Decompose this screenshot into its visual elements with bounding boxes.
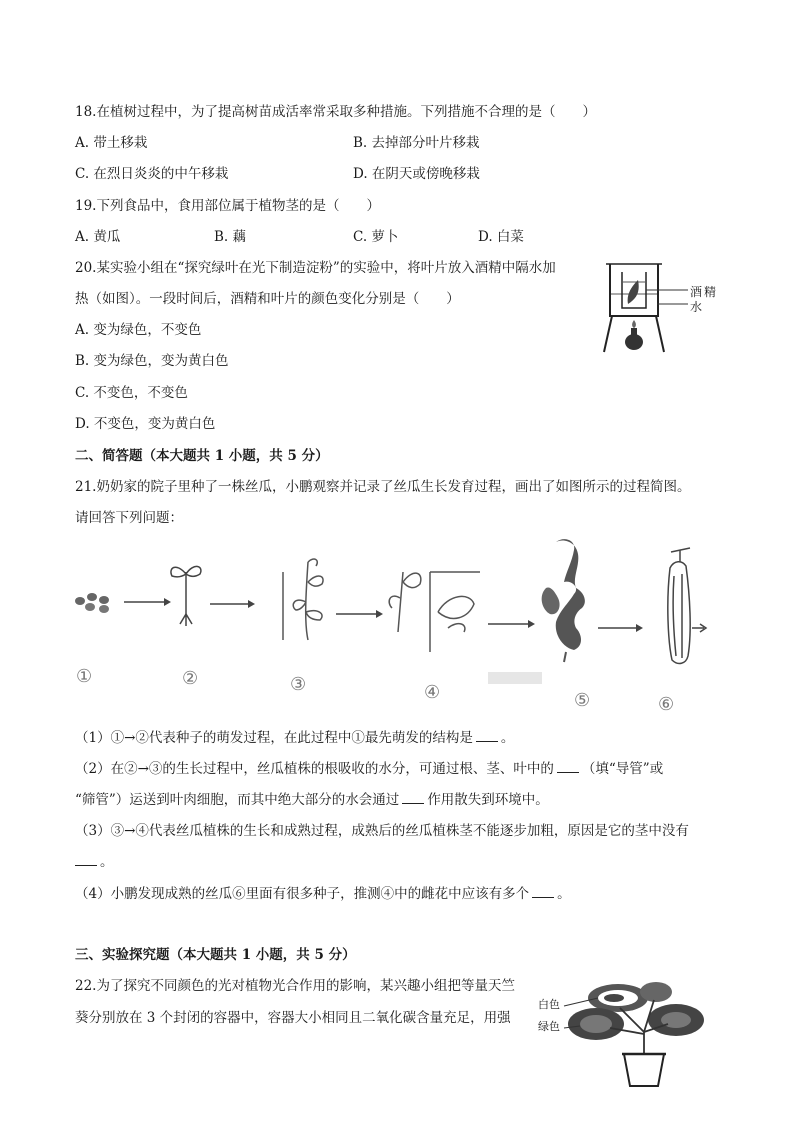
water-bath-figure: [598, 258, 728, 358]
q21-sub4-end: 。: [557, 886, 571, 902]
q22-stem-line2: 葵分别放在 3 个封闭的容器中，容器大小相同且二氧化碳含量充足，用强: [75, 1010, 511, 1026]
q18-option-a: A. 带土移栽: [75, 135, 148, 151]
q19-option-c: C. 萝卜: [353, 229, 399, 245]
q19-stem: 19.下列食品中，食用部位属于植物茎的是（ ）: [75, 198, 380, 214]
q21-sub1-text: （1）①→②代表种子的萌发过程，在此过程中①最先萌发的结构是: [75, 730, 473, 746]
figure-label-5: ⑤: [574, 690, 591, 711]
q21-sub2-line2-text: “筛管”）运送到叶肉细胞，而其中绝大部分的水会通过: [75, 792, 400, 808]
answer-blank[interactable]: [402, 791, 424, 804]
seeds-drawing: [75, 593, 109, 613]
answer-blank[interactable]: [476, 729, 498, 742]
figure-label-3: ③: [290, 674, 307, 695]
white-label: 白色: [538, 998, 560, 1011]
geranium-figure: [536, 972, 726, 1090]
section3-title: 三、实验探究题（本大题共 1 小题，共 5 分）: [75, 947, 356, 963]
q21-sub3-line2: [75, 853, 114, 871]
q20-option-c: C. 不变色，不变色: [75, 385, 188, 401]
green-label: 绿色: [538, 1020, 560, 1033]
figure-label-1: ①: [76, 666, 93, 687]
q18-stem: 18.在植树过程中，为了提高树苗成活率常采取多种措施。下列措施不合理的是（ ）: [75, 104, 596, 120]
q21-sub4-text: （4）小鹏发现成熟的丝瓜⑥里面有很多种子，推测④中的雌花中应该有多个: [75, 886, 530, 902]
q18-option-d: D. 在阴天或傍晚移栽: [353, 166, 480, 182]
q21-sub4: [75, 885, 571, 903]
q21-sub2-hint: （填“导管”或: [581, 761, 664, 777]
luffa-growth-figure: [68, 532, 728, 722]
q20-option-a: A. 变为绿色，不变色: [75, 322, 202, 338]
q19-option-a: A. 黄瓜: [75, 229, 121, 245]
q19-option-d: D. 白菜: [478, 229, 524, 245]
q21-sub1-end: 。: [500, 730, 515, 746]
q20-stem-line2: 热（如图）。一段时间后，酒精和叶片的颜色变化分别是（ ）: [75, 291, 460, 307]
answer-blank[interactable]: [557, 760, 579, 773]
q21-stem-line1: 21.奶奶家的院子里种了一株丝瓜，小鹏观察并记录了丝瓜生长发育过程，画出了如图所示的过程简图。: [75, 479, 691, 495]
q19-option-b: B. 藕: [214, 229, 247, 245]
water-label: 水: [690, 300, 703, 314]
q20-option-d: D. 不变色，变为黄白色: [75, 416, 216, 432]
q21-sub3-line1: （3）③→④代表丝瓜植株的生长和成熟过程，成熟后的丝瓜植株茎不能逐步加粗，原因是它的茎中没有: [75, 823, 689, 839]
q20-option-b: B. 变为绿色，变为黄白色: [75, 353, 229, 369]
section2-title: 二、简答题（本大题共 1 小题，共 5 分）: [75, 448, 329, 464]
q22-stem-line1: 22.为了探究不同颜色的光对植物光合作用的影响，某兴趣小组把等量天竺: [75, 978, 515, 994]
q18-option-c: C. 在烈日炎炎的中午移栽: [75, 166, 229, 182]
q21-sub2-line2: [75, 791, 549, 809]
figure-label-2: ②: [182, 668, 199, 689]
alcohol-label: 酒精: [690, 285, 719, 299]
q21-sub2-text: （2）在②→③的生长过程中，丝瓜植株的根吸收的水分，可通过根、茎、叶中的: [75, 761, 554, 777]
q21-sub3-end: 。: [100, 854, 114, 870]
q21-sub2-line2-end: 作用散失到环境中。: [427, 792, 549, 808]
figure-label-6: ⑥: [658, 694, 675, 715]
q20-stem-line1: 20.某实验小组在“探究绿叶在光下制造淀粉”的实验中，将叶片放入酒精中隔水加: [75, 260, 556, 276]
q21-stem-line2: 请回答下列问题：: [75, 510, 183, 526]
q21-sub2-line1: [75, 760, 663, 778]
answer-blank[interactable]: [75, 853, 97, 866]
q18-option-b: B. 去掉部分叶片移栽: [353, 135, 480, 151]
figure-label-4: ④: [424, 682, 441, 703]
q21-sub1: [75, 729, 514, 747]
answer-blank[interactable]: [532, 885, 554, 898]
